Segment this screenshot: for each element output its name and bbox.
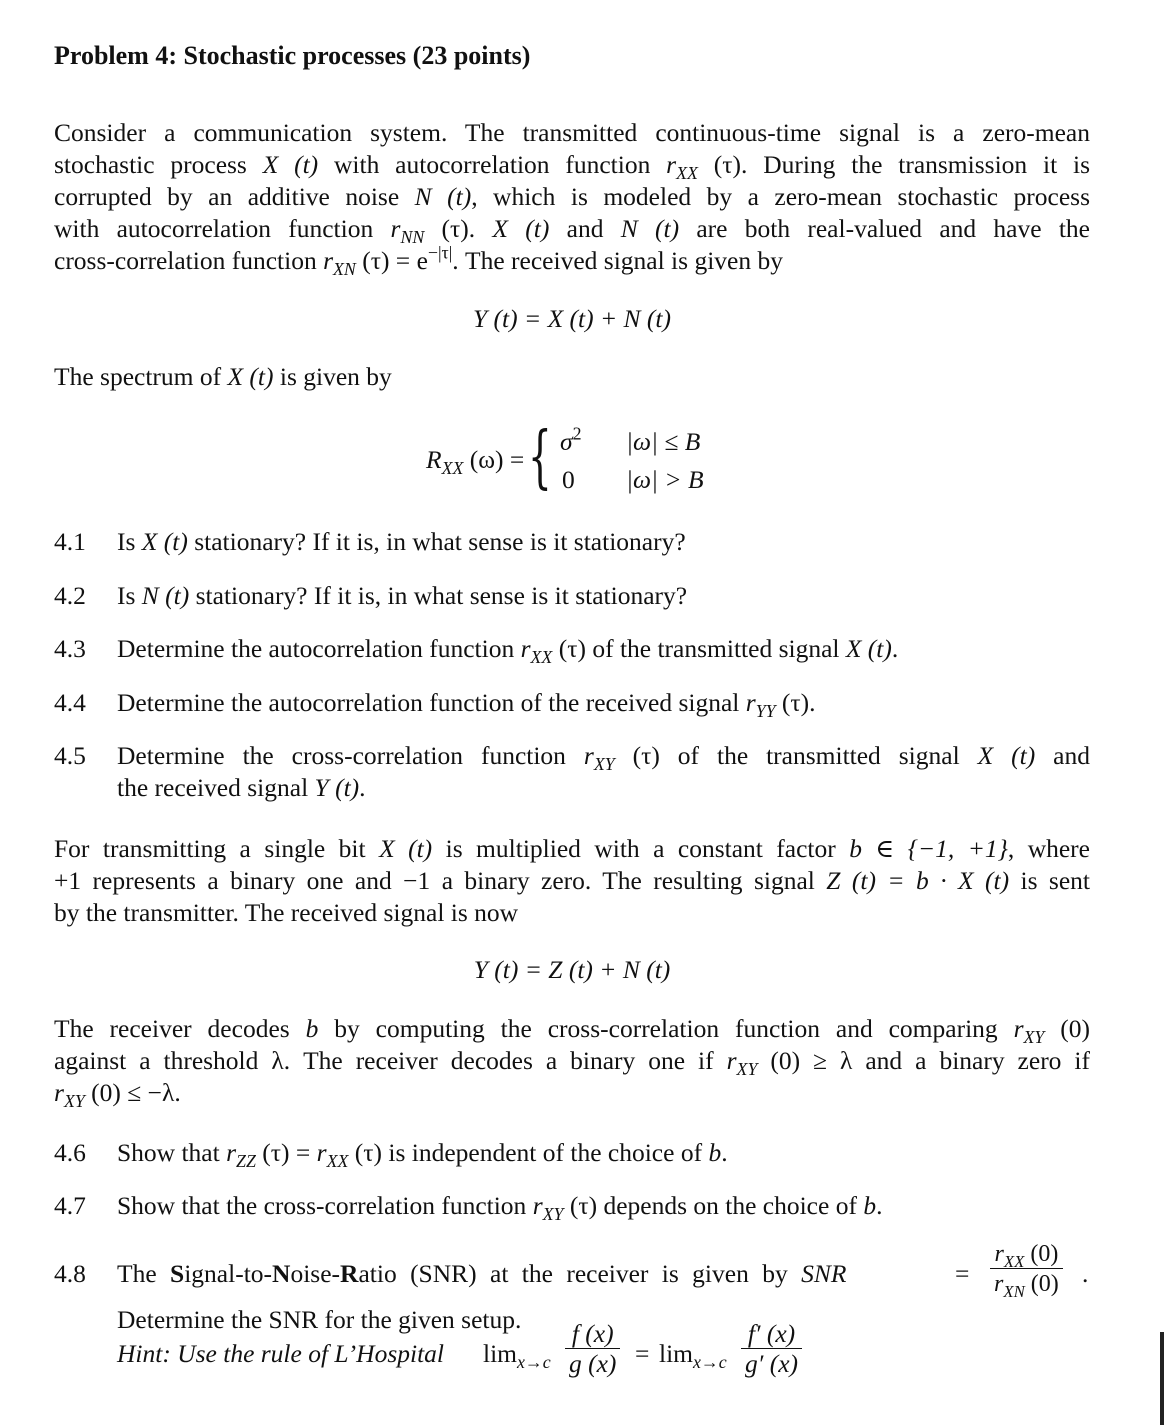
left-brace: {: [528, 418, 552, 497]
intro-paragraph: [54, 117, 1090, 280]
spectrum-intro: The spectrum of X (t) is given by: [54, 362, 392, 391]
decoding-paragraph: The receiver decodes b by computing the cross-correlation function and comparing $r_{XY}$ (0) against a threshold λ. The receiver decodes a binary one if $r_{XY}$ (0) ≥ λ and a binary zero if $r_{XY}$ (0) ≤ −λ.: [54, 1014, 1090, 1112]
snr-fraction: $r_{XX}$ (0) $r_{XN}$ (0): [990, 1240, 1063, 1299]
spectrum-lhs: $R_{XX}$ (ω) =: [426, 445, 525, 479]
intro-line-3: corrupted by an additive noise N (t), which is modeled by a zero-mean stochastic process: [54, 182, 1090, 211]
scrollbar-edge: [1160, 1332, 1164, 1425]
equation-received-signal-z: Y (t) = Z (t) + N (t): [473, 955, 671, 984]
bit-transmission-paragraph: For transmitting a single bit X (t) is multiplied with a constant factor b ∈ {−1, +1}, where +1 represents a binary one and −1 a binary zero. The resulting signal Z (t) = b · X (t) is sent by the transmitter. The received signal is now: [54, 834, 1091, 927]
case1-value: $\sigma^2$: [560, 423, 582, 456]
intro-line-2: stochastic process X (t) with autocorrelation function $r_{XX}$ (τ). During the transmission it is: [54, 150, 1090, 184]
intro-line-4: with autocorrelation function $r_{NN}$ (τ). X (t) and N (t) are both real-valued and have the: [54, 214, 1090, 248]
case2-condition: |ω| > B: [626, 465, 704, 494]
intro-line-5: cross-correlation function $r_{XN}$ $(\tau) = e^{-|\tau|}$. The received signal is given by: [54, 242, 783, 280]
intro-line-1: Consider a communication system. The transmitted continuous-time signal is a zero-mean: [54, 118, 1090, 147]
problem-title: Problem 4: Stochastic processes (23 points): [54, 41, 531, 70]
spectrum-equation: [426, 418, 766, 497]
equation-received-signal: Y (t) = X (t) + N (t): [472, 304, 671, 333]
case2-value: 0: [562, 465, 575, 494]
case1-condition: |ω| ≤ B: [626, 427, 701, 456]
